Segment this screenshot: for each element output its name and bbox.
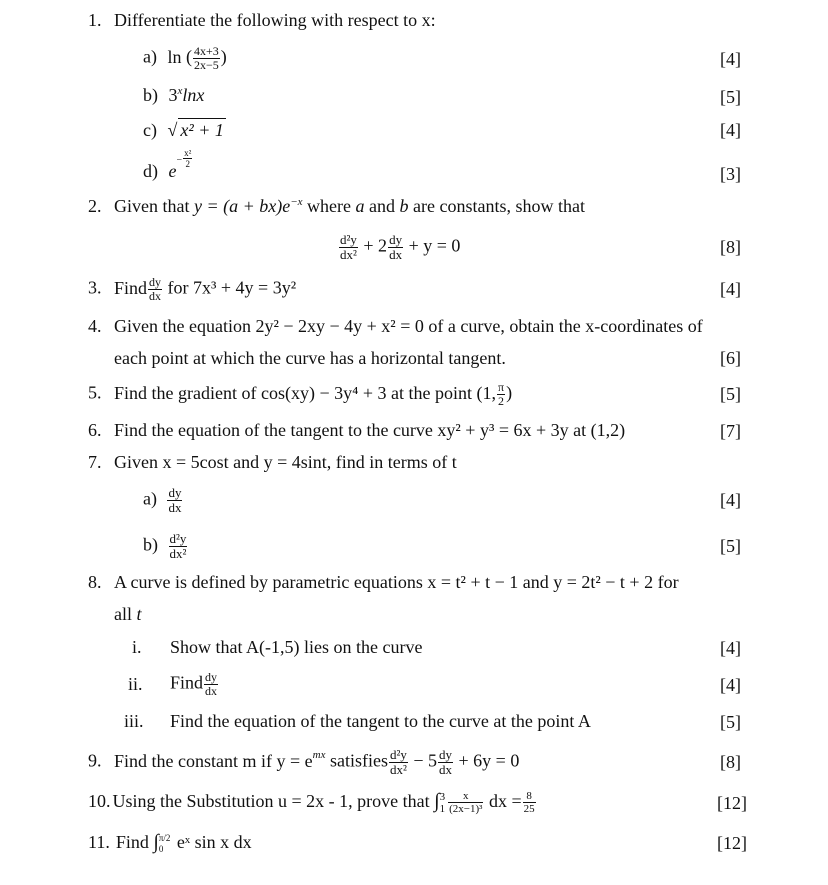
question-5 bbox=[88, 381, 512, 408]
q11-lower-limit: 0 bbox=[158, 843, 164, 854]
q7b-frac-num: d²y bbox=[169, 531, 187, 546]
q11-number: 11. bbox=[88, 832, 110, 852]
question-1a: a) ln ( $\frac{4x+3}{2x-5}$ ) bbox=[143, 44, 227, 72]
q8-line2 bbox=[114, 603, 142, 625]
q7-number: 7. bbox=[88, 452, 102, 472]
q8iii-text: Find the equation of the tangent to the curve at the point A bbox=[170, 711, 591, 731]
q9-frac2-num: dy bbox=[439, 747, 453, 762]
q5-pi: π bbox=[498, 380, 505, 394]
q8ii-marks: [4] bbox=[720, 675, 741, 695]
q10-marks: [12] bbox=[717, 793, 747, 813]
q2-plus: + 2 bbox=[358, 235, 388, 256]
q7a-label: a) bbox=[143, 488, 157, 509]
q1a-numerator: 4x+3 bbox=[194, 44, 219, 58]
q11-integral-sign: ∫ bbox=[153, 831, 159, 853]
q8ii-frac-num: dy bbox=[205, 670, 218, 684]
q10-frac-den: (2x−1)³ bbox=[449, 803, 483, 816]
q6-marks: [7] bbox=[720, 421, 741, 441]
q8i-marks: [4] bbox=[720, 638, 741, 658]
q2-frac1-num: d²y bbox=[340, 232, 357, 247]
question-10 bbox=[88, 790, 537, 815]
q10-dx: dx = bbox=[484, 791, 522, 811]
q2-marks: [8] bbox=[720, 237, 741, 257]
question-4 bbox=[88, 315, 703, 337]
q4-marks: [6] bbox=[720, 348, 741, 368]
q7-text: Given x = 5cost and y = 4sint, find in terms of t bbox=[114, 452, 457, 472]
q1-number: 1. bbox=[88, 10, 102, 30]
question-11 bbox=[88, 831, 252, 855]
q2-text2: where bbox=[302, 196, 356, 216]
q5-close: ) bbox=[506, 382, 513, 403]
q1d-marks: [3] bbox=[720, 164, 741, 184]
q3-marks: [4] bbox=[720, 279, 741, 299]
question-1c: c) √ x² + 1 bbox=[143, 120, 224, 140]
q3-equation: for 7x³ + 4y = 3y² bbox=[163, 277, 297, 298]
q2-var-b: b bbox=[399, 196, 409, 216]
q4-number: 4. bbox=[88, 316, 102, 336]
q4-line1: Given the equation 2y² − 2xy − 4y + x² = 0 of a curve, obtain the x-coordinates of bbox=[114, 316, 703, 336]
q3-text: Find bbox=[114, 277, 148, 298]
q7a-frac-num: dy bbox=[168, 485, 182, 500]
q1b-base: 3 bbox=[168, 85, 178, 105]
q8-line2-text: all bbox=[114, 604, 137, 624]
q1d-exp-denominator: 2 bbox=[185, 159, 190, 170]
q8ii-text: Find bbox=[170, 672, 204, 693]
q8iii-marks: [5] bbox=[720, 712, 741, 732]
q2-frac2-num: dy bbox=[389, 232, 403, 247]
q1c-radicand: x² + 1 bbox=[180, 120, 224, 140]
q8-line2-var: t bbox=[136, 604, 142, 624]
q2-frac2-den: dx bbox=[389, 247, 403, 262]
question-1b bbox=[143, 84, 204, 106]
question-8iii bbox=[124, 710, 144, 732]
q1d-exp-numerator: x² bbox=[184, 148, 192, 159]
q8-line1: A curve is defined by parametric equations x = t² + t − 1 and y = 2t² − t + 2 for bbox=[114, 572, 679, 592]
q9-exponent: mx bbox=[312, 749, 326, 761]
q10-integral-sign: ∫ bbox=[434, 790, 440, 812]
question-3 bbox=[88, 276, 296, 303]
q1-text: Differentiate the following with respect to x: bbox=[114, 10, 436, 30]
q8ii-label: ii. bbox=[128, 674, 143, 694]
q5-marks: [5] bbox=[720, 384, 741, 404]
q7b-frac-den: dx² bbox=[169, 546, 187, 561]
q7a-frac-den: dx bbox=[168, 500, 182, 515]
q5-two: 2 bbox=[498, 394, 505, 408]
q8i-text: Show that A(-1,5) lies on the curve bbox=[170, 637, 423, 657]
question-8ii bbox=[128, 673, 143, 695]
q10-frac-num: x bbox=[448, 790, 483, 803]
q2-number: 2. bbox=[88, 196, 102, 216]
q1b-exponent: x bbox=[177, 85, 183, 97]
q9-text2: satisfies bbox=[325, 750, 388, 771]
q2-equation: y = (a + bx)e bbox=[193, 196, 291, 216]
q11-rest: eˣ sin x dx bbox=[172, 832, 252, 852]
q6-number: 6. bbox=[88, 420, 102, 440]
question-6 bbox=[88, 419, 625, 441]
question-9 bbox=[88, 748, 519, 777]
q2-text1: Given that bbox=[114, 196, 194, 216]
q11-upper-limit: π/2 bbox=[158, 832, 171, 843]
q2-exponent: −x bbox=[290, 196, 303, 208]
q10-lower-limit: 1 bbox=[439, 802, 446, 815]
q7b-marks: [5] bbox=[720, 536, 741, 556]
q1c-marks: [4] bbox=[720, 120, 741, 140]
question-1 bbox=[88, 9, 436, 31]
q3-number: 3. bbox=[88, 277, 102, 298]
question-7a bbox=[143, 486, 183, 515]
q1a-fn: ln bbox=[167, 46, 182, 67]
q10-result-num: 8 bbox=[523, 790, 536, 803]
q1a-marks: [4] bbox=[720, 49, 741, 69]
q2-frac1-den: dx² bbox=[340, 247, 357, 262]
q1b-rest: lnx bbox=[182, 85, 205, 105]
q11-text: Find bbox=[115, 832, 154, 852]
q1b-marks: [5] bbox=[720, 87, 741, 107]
question-8 bbox=[88, 571, 679, 593]
q6-text: Find the equation of the tangent to the curve xy² + y³ = 6x + 3y at (1,2) bbox=[114, 420, 626, 440]
question-7b bbox=[143, 532, 188, 561]
q9-frac2-den: dx bbox=[439, 762, 453, 777]
q2-var-a: a bbox=[355, 196, 365, 216]
q8ii-frac-den: dx bbox=[205, 684, 218, 698]
q9-frac1-num: d²y bbox=[389, 747, 407, 762]
q1a-label: a) bbox=[143, 46, 157, 67]
q7b-label: b) bbox=[143, 534, 158, 555]
q1d-base: e bbox=[168, 161, 177, 181]
q9-number: 9. bbox=[88, 750, 102, 771]
q8iii-label: iii. bbox=[124, 711, 144, 731]
q2-rest: + y = 0 bbox=[404, 235, 461, 256]
question-7 bbox=[88, 451, 457, 473]
q5-text: Find the gradient of cos(xy) − 3y⁴ + 3 at the point (1, bbox=[114, 382, 497, 403]
q10-number: 10. bbox=[88, 791, 111, 811]
q9-text: Find the constant m if y = e bbox=[114, 750, 313, 771]
q11-marks: [12] bbox=[717, 833, 747, 853]
q2-text3: are constants, show that bbox=[408, 196, 585, 216]
q3-frac-den: dx bbox=[149, 289, 162, 303]
q10-result-den: 25 bbox=[523, 803, 535, 816]
q1c-label: c) bbox=[143, 120, 157, 140]
q2-equation-display bbox=[338, 233, 460, 262]
q1d-label: d) bbox=[143, 161, 158, 181]
q9-frac1-den: dx² bbox=[389, 762, 407, 777]
q9-marks: [8] bbox=[720, 752, 741, 772]
q2-and: and bbox=[364, 196, 400, 216]
q8i-label: i. bbox=[132, 637, 142, 657]
q10-upper-limit: 3 bbox=[439, 790, 446, 803]
q5-number: 5. bbox=[88, 382, 102, 403]
q1a-denominator: 2x−5 bbox=[194, 58, 219, 72]
q7a-marks: [4] bbox=[720, 490, 741, 510]
q10-text: Using the Substitution u = 2x - 1, prove that bbox=[112, 791, 435, 811]
q4-line2: each point at which the curve has a horizontal tangent. bbox=[114, 348, 506, 368]
q3-frac-num: dy bbox=[149, 275, 162, 289]
q9-rest: + 6y = 0 bbox=[454, 750, 520, 771]
q8-number: 8. bbox=[88, 572, 102, 592]
question-2 bbox=[88, 195, 585, 217]
question-8i bbox=[132, 636, 142, 658]
q1b-label: b) bbox=[143, 85, 158, 105]
q9-minus: − 5 bbox=[408, 750, 438, 771]
q8ii-body bbox=[170, 671, 219, 698]
question-1d: d) e− $\frac{\text{x²}}{2}$ bbox=[143, 148, 192, 181]
